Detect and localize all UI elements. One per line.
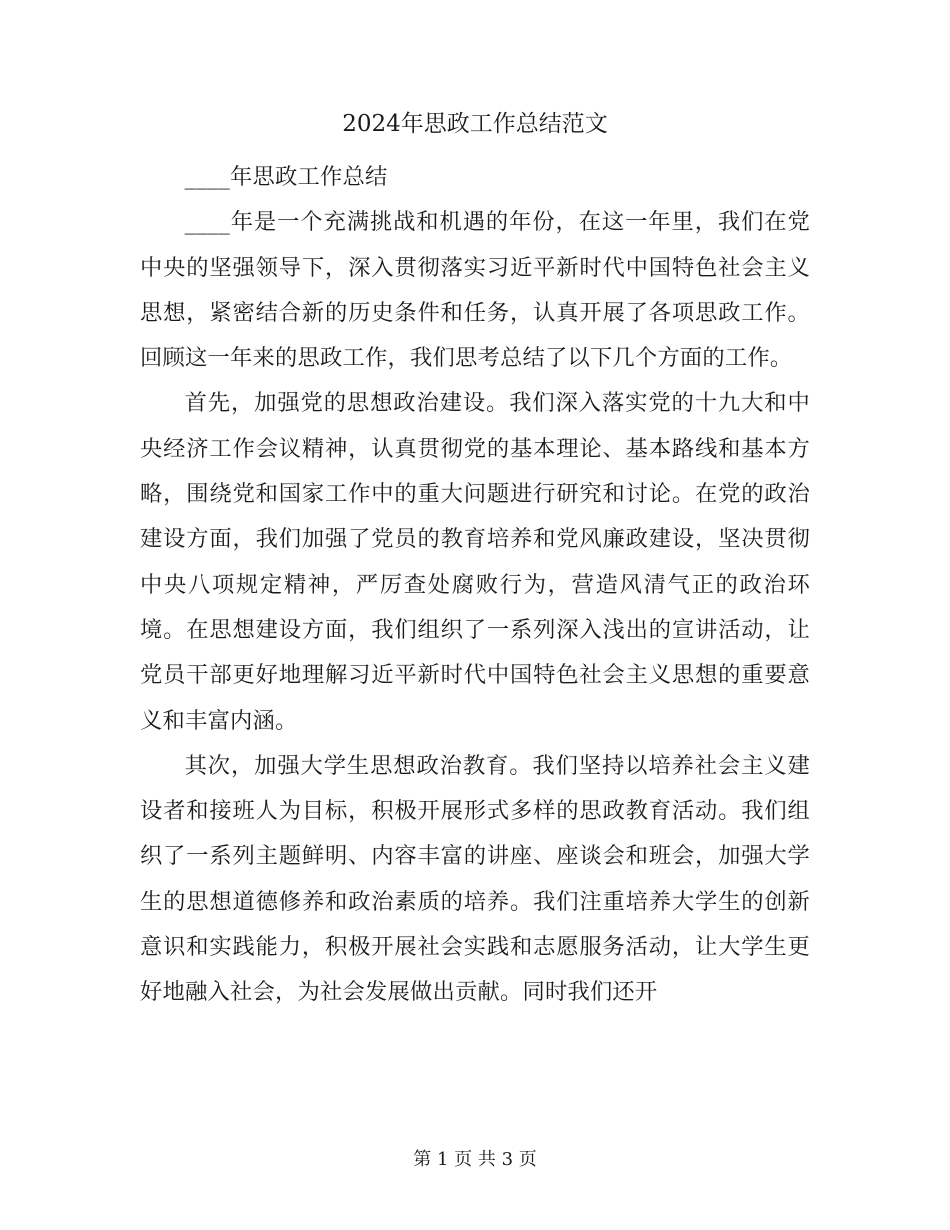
paragraph-first: 首先，加强党的思想政治建设。我们深入落实党的十九大和中央经济工作会议精神，认真贯彻党的基本理论、基本路线和基本方略，围绕党和国家工作中的重大问题进行研究和讨论。在党的政治建设方面，我们加强了党员的教育培养和党风廉政建设，坚决贯彻中央八项规定精神，严厉查处腐败行为，营造风清气正的政治环境。在思想建设方面，我们组织了一系列深入浅出的宣讲活动，让党员干部更好地理解习近平新时代中国特色社会主义思想的重要意义和丰富内涵。: [140, 390, 810, 734]
paragraph-second: 其次，加强大学生思想政治教育。我们坚持以培养社会主义建设者和接班人为目标，积极开展形式多样的思政教育活动。我们组织了一系列主题鲜明、内容丰富的讲座、座谈会和班会，加强大学生的思想道德修养和政治素质的培养。我们注重培养大学生的创新意识和实践能力，积极开展社会实践和志愿服务活动，让大学生更好地融入社会，为社会发展做出贡献。同时我们还开: [140, 752, 810, 1006]
document-title: 2024年思政工作总结范文: [342, 111, 608, 137]
page-footer: 第 1 页 共 3 页: [413, 1149, 537, 1170]
document-subtitle: ____年思政工作总结: [184, 164, 388, 190]
document-body: [140, 155, 810, 1016]
paragraph-intro: ____年是一个充满挑战和机遇的年份，在这一年里，我们在党中央的坚强领导下，深入贯彻落实习近平新时代中国特色社会主义思想，紧密结合新的历史条件和任务，认真开展了各项思政工作。回顾这一年来的思政工作，我们思考总结了以下几个方面的工作。: [140, 209, 810, 372]
